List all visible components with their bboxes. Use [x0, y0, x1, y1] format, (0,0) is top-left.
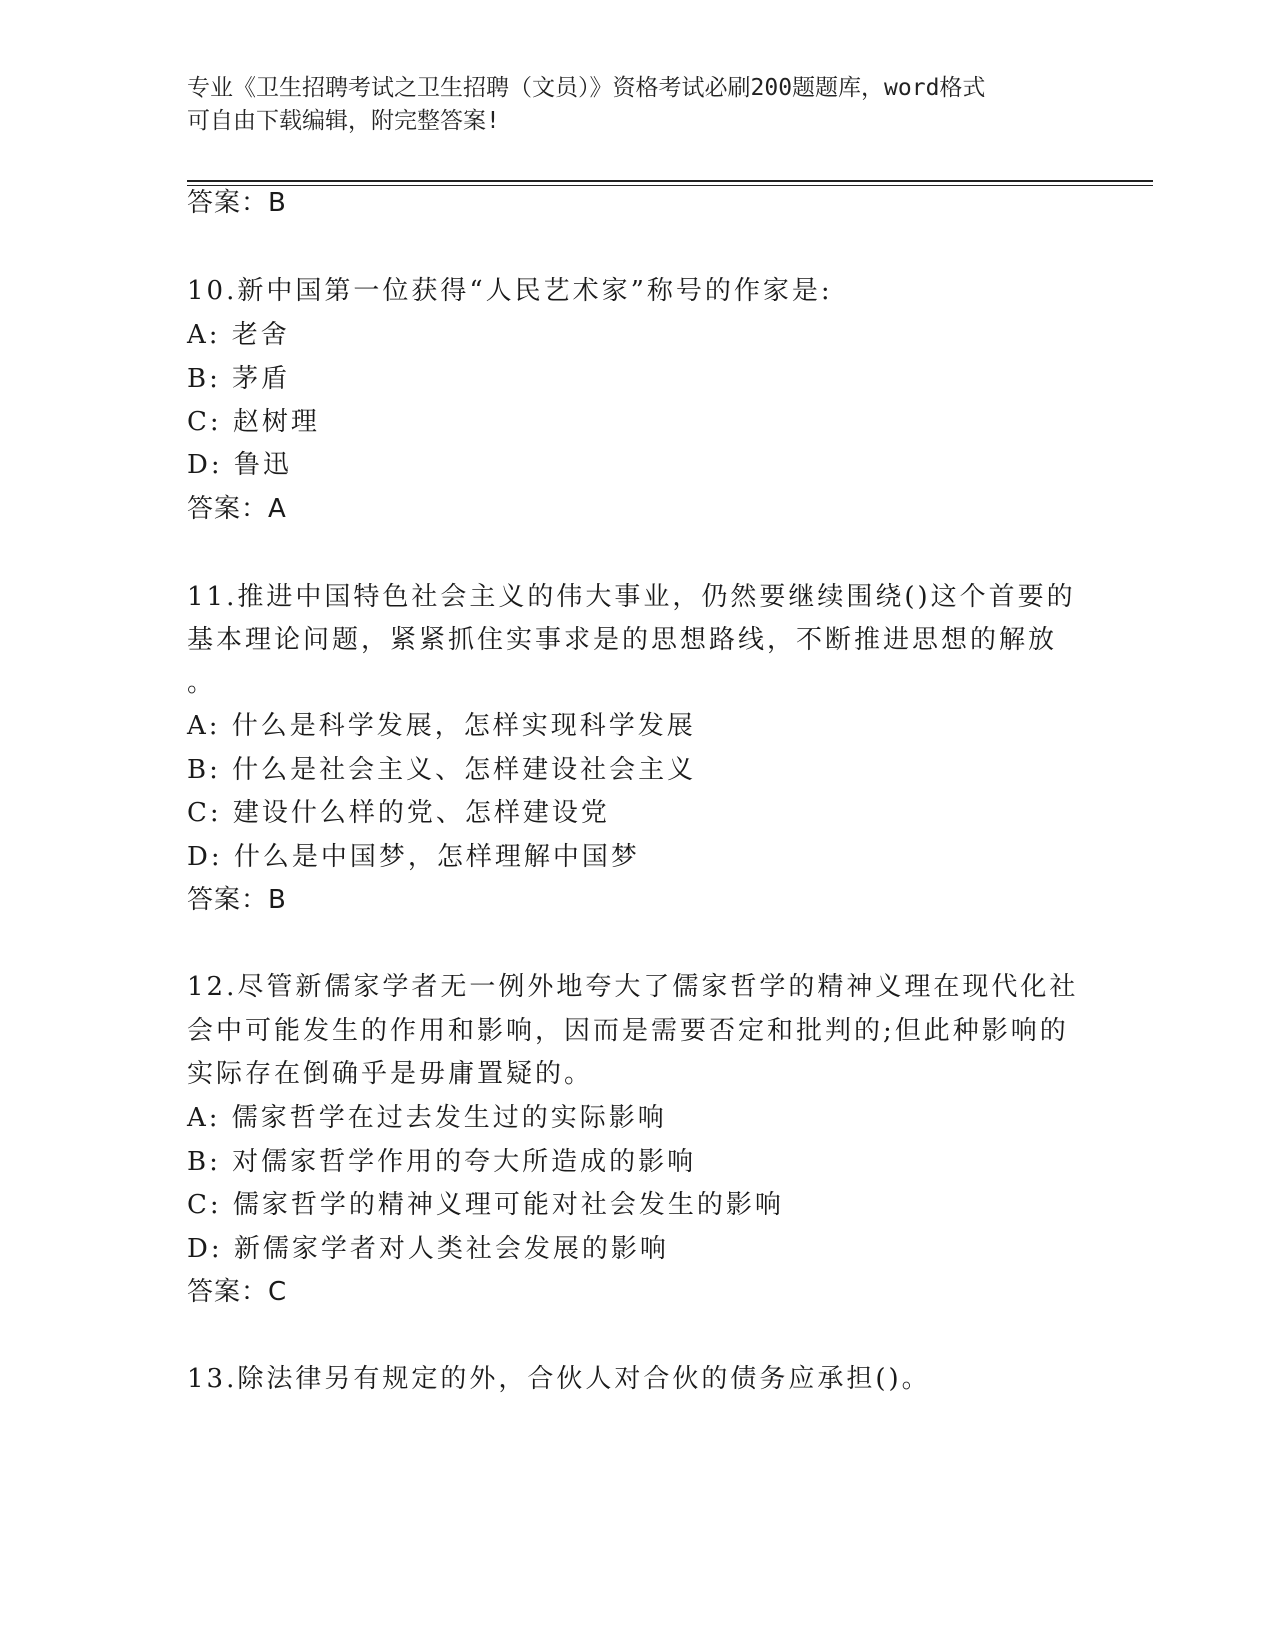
- question-11-text-line-2: 基本理论问题，紧紧抓住实事求是的思想路线，不断推进思想的解放: [187, 625, 1058, 655]
- question-10-option-b: B: 茅盾: [187, 364, 291, 394]
- question-11-option-a: A: 什么是科学发展，怎样实现科学发展: [187, 711, 696, 741]
- question-12-answer: 答案：C: [187, 1277, 288, 1307]
- question-10-option-c: C: 赵树理: [187, 407, 320, 437]
- question-12-text-line-1: 12.尽管新儒家学者无一例外地夸大了儒家哲学的精神义理在现代化社: [187, 972, 1079, 1002]
- question-13-text: 13.除法律另有规定的外，合伙人对合伙的债务应承担()。: [187, 1364, 931, 1394]
- header-line-1: 专业《卫生招聘考试之卫生招聘（文员）》资格考试必刷200题题库，word格式: [187, 75, 986, 101]
- question-12-option-b: B: 对儒家哲学作用的夸大所造成的影响: [187, 1147, 697, 1177]
- question-11-option-c: C: 建设什么样的党、怎样建设党: [187, 798, 610, 828]
- question-12-text-line-3: 实际存在倒确乎是毋庸置疑的。: [187, 1059, 594, 1089]
- header-line-2: 可自由下载编辑，附完整答案!: [187, 108, 500, 134]
- question-12-option-c: C: 儒家哲学的精神义理可能对社会发生的影响: [187, 1190, 784, 1220]
- question-11-text-line-1: 11.推进中国特色社会主义的伟大事业，仍然要继续围绕()这个首要的: [187, 582, 1076, 612]
- question-11-answer: 答案：B: [187, 885, 287, 915]
- question-11-text-line-3: 。: [187, 668, 217, 698]
- header-rule-thick: [187, 180, 1153, 182]
- question-10-text: 10.新中国第一位获得“人民艺术家”称号的作家是:: [187, 276, 833, 306]
- question-10-answer: 答案：A: [187, 494, 287, 524]
- header-rule-thin: [187, 185, 1153, 186]
- answer-previous: 答案：B: [187, 188, 287, 218]
- question-10-option-d: D: 鲁迅: [187, 450, 292, 480]
- question-11-option-d: D: 什么是中国梦，怎样理解中国梦: [187, 842, 640, 872]
- question-10-option-a: A: 老舍: [187, 320, 290, 350]
- question-11-option-b: B: 什么是社会主义、怎样建设社会主义: [187, 755, 697, 785]
- question-12-option-a: A: 儒家哲学在过去发生过的实际影响: [187, 1103, 667, 1133]
- question-12-text-line-2: 会中可能发生的作用和影响，因而是需要否定和批判的;但此种影响的: [187, 1016, 1069, 1046]
- document-header: [187, 72, 1087, 138]
- question-12-option-d: D: 新儒家学者对人类社会发展的影响: [187, 1234, 669, 1264]
